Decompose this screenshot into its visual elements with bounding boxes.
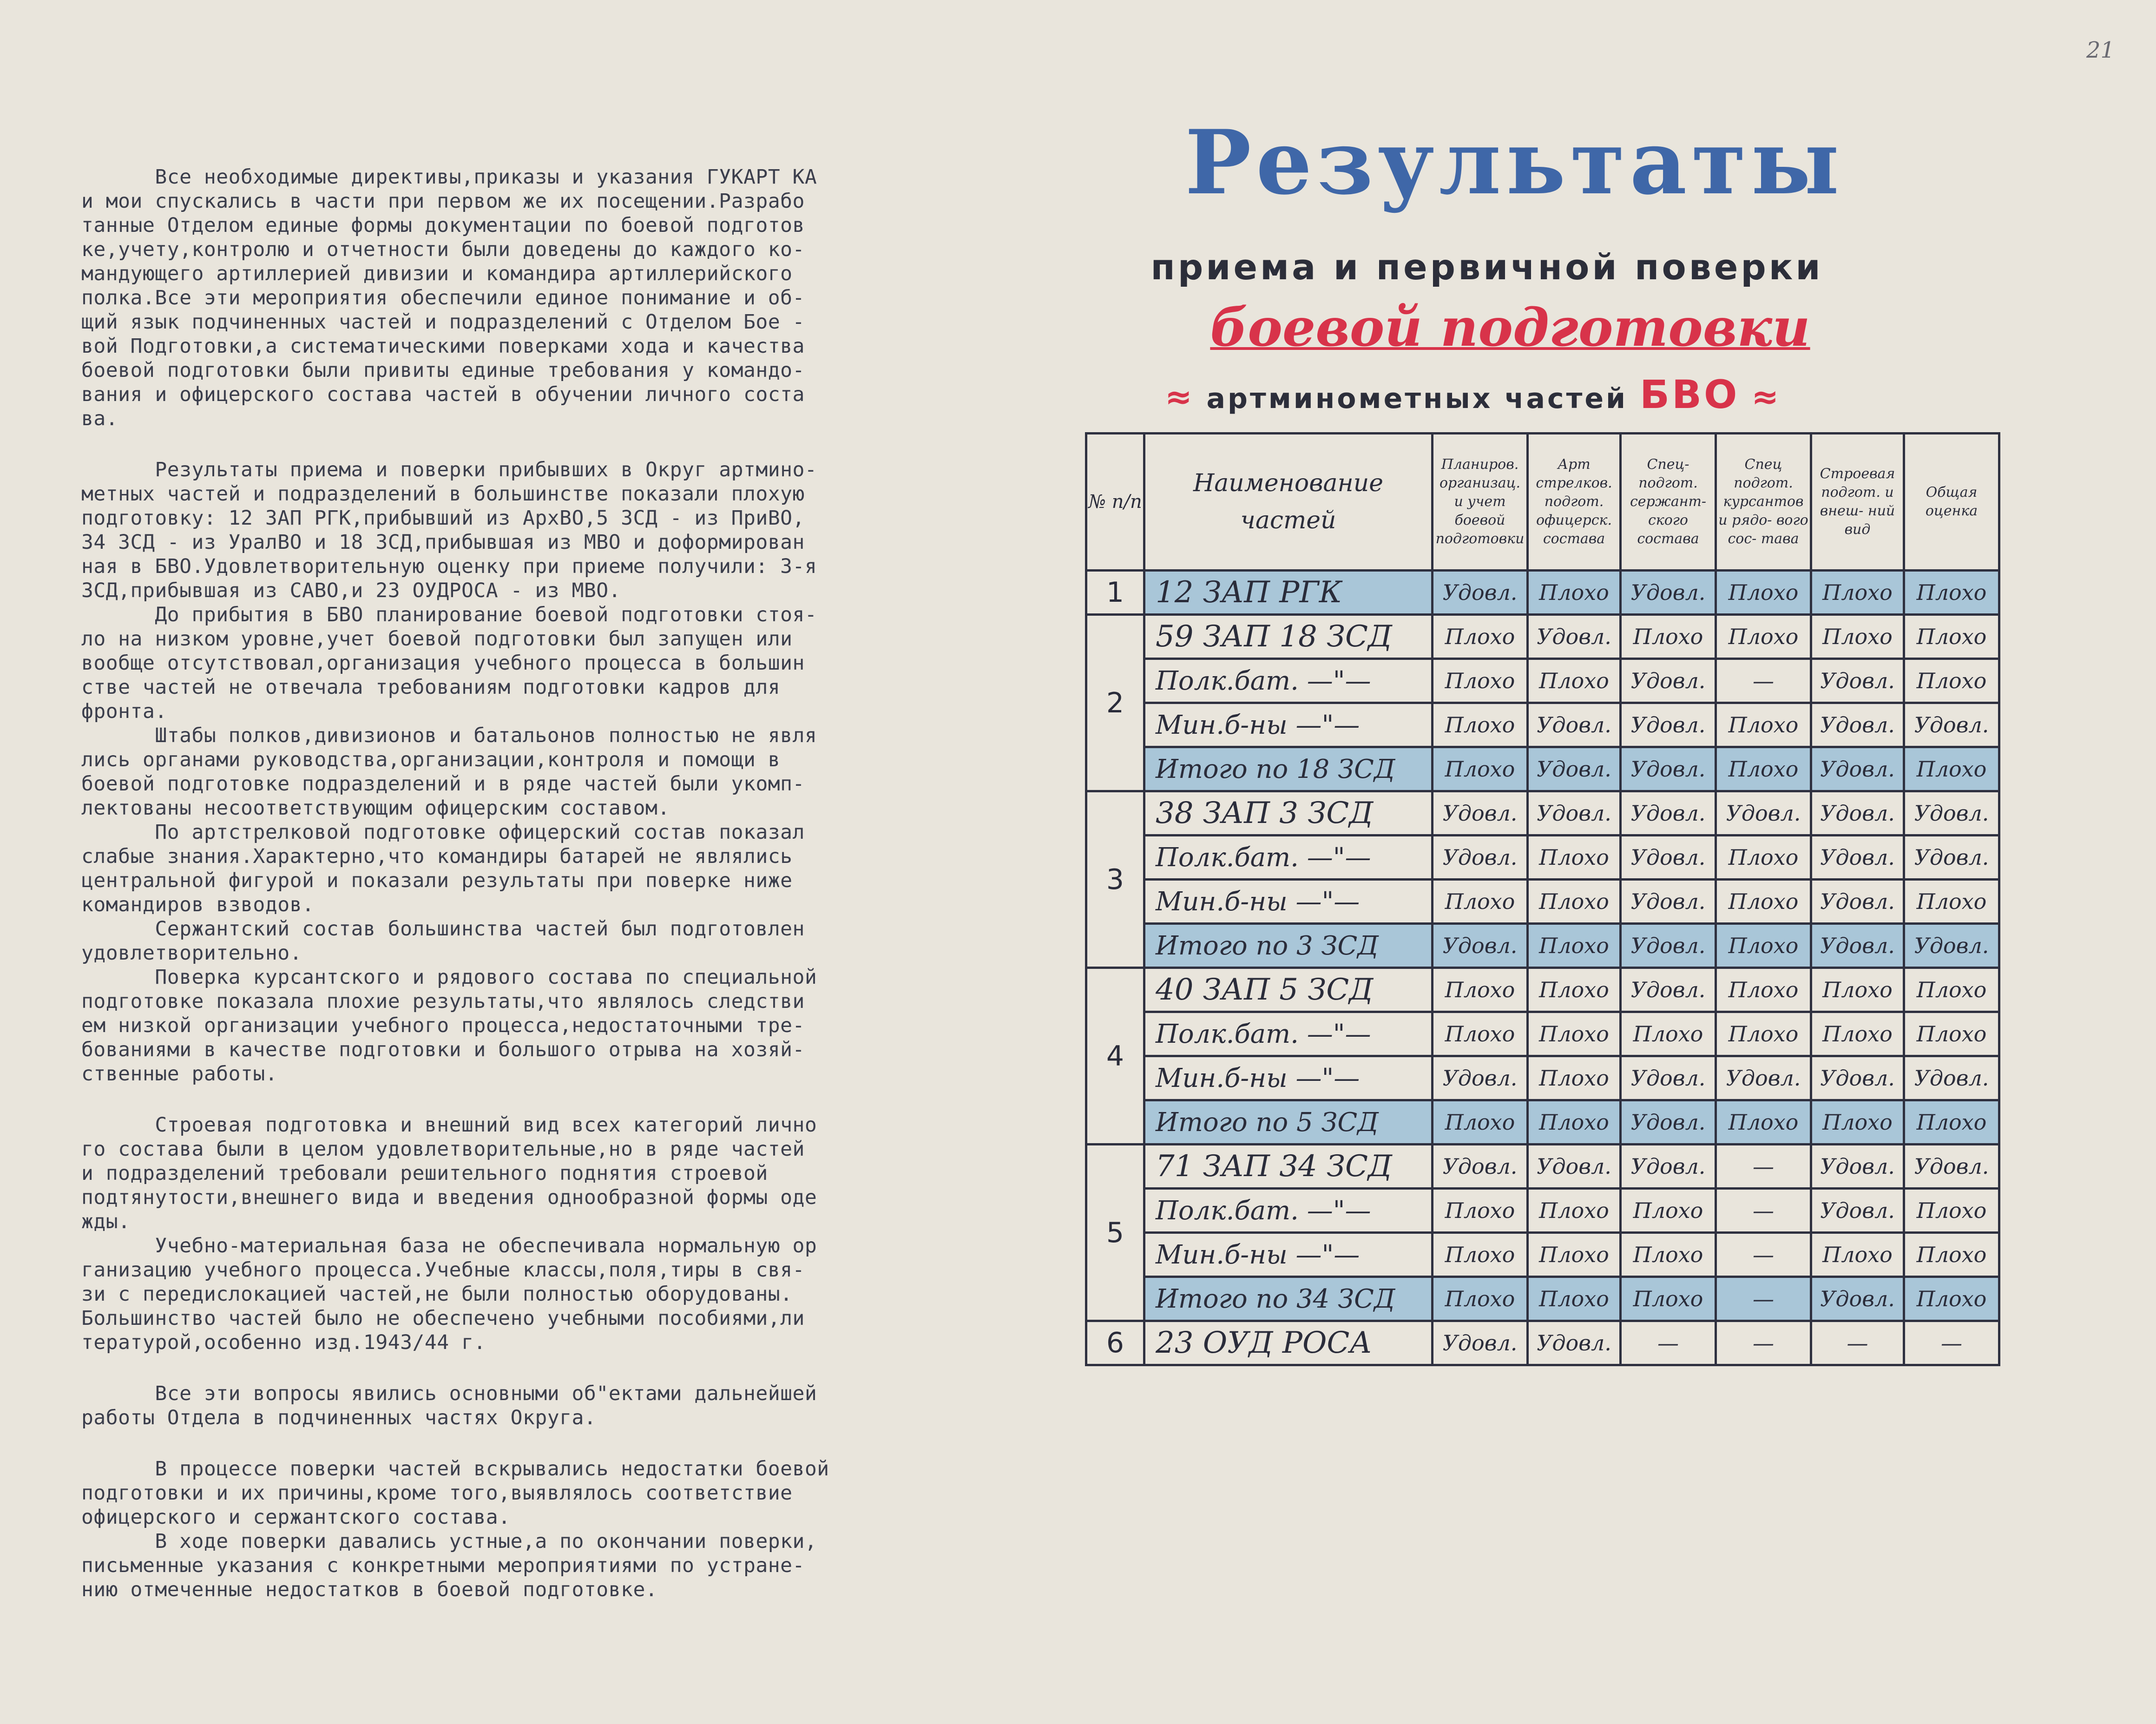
row-number: 2 <box>1086 615 1144 791</box>
unit-name: 71 ЗАП 34 ЗСД <box>1144 1145 1433 1189</box>
grade-cell: Плохо <box>1716 615 1811 659</box>
grade-cell: Плохо <box>1716 836 1811 880</box>
grade-cell: Плохо <box>1433 1277 1528 1321</box>
grade-cell: Плохо <box>1528 659 1621 703</box>
header-name: Наименование частей <box>1144 434 1433 571</box>
paragraph: В процессе поверки частей вскрывались недостатки боевой подготовки и их причины,кроме того,выявлялось соответствие офицерского и сержантского состава. В ходе поверки давались устные,а по окончании поверки, письменные указания с конкретными мероприятиями по устране- нию отмеченные недостатков в боевой подготовке. <box>81 1457 829 1601</box>
page-title: Результаты <box>1185 111 1844 214</box>
header-sergeants: Спец- подгот. сержант- ского состава <box>1621 434 1716 571</box>
units-text: артминометных частей <box>1206 382 1628 415</box>
unit-name: 23 ОУД РОСА <box>1144 1321 1433 1365</box>
paragraph: Результаты приема и поверки прибывших в Округ артмино- метных частей и подразделений в большинстве показали плохую подготовку: 12 ЗАП РГК,прибывший из АрхВО,5 ЗСД - из ПриВО, 34 ЗСД - из УралВО и 18 ЗСД,прибывшая из МВО и доформирован ная в БВО.Удовлетворительную оценку при приеме получили: 3-я ЗСД,прибывшая из САВО,и 23 ОУДРОСА - из МВО. До прибытия в БВО планирование боевой подготовки стоя- ло на низком уровне,учет боевой подготовки был запущен или вообще отсутствовал,организация учебного процесса в большин стве частей не отвечала требованиям подготовки кадров для фронта. Штабы полков,дивизионов и батальонов полностью не явля лись органами руководства,организации,контроля и помощи в боевой подготовке подразделений и в ряде частей были укомп- лектованы несоответствующим офицерским составом. По артстрелковой подготовке офицерский состав показал слабые знания.Характерно,что командиры батарей не являлись центральной фигурой и показали результаты при поверке ниже командиров взводов. Сержантский состав большинства частей был подготовлен удовлетворительно. Поверка курсантского и рядового состава по специальной подготовке показала плохие результаты,что являлось следстви ем низкой организации учебного процесса,недостаточными тре- бованиями в качестве подготовки и большого отрыва на хозяй- ственные работы. <box>81 458 817 1086</box>
header-officers: Арт стрелков. подгот. офицерск. состава <box>1528 434 1621 571</box>
grade-cell: Удовл. <box>1433 1056 1528 1100</box>
table-row <box>1086 836 1999 880</box>
unit-name: 59 ЗАП 18 ЗСД <box>1144 615 1433 659</box>
grade-cell: Плохо <box>1904 880 1999 924</box>
grade-cell: Плохо <box>1621 1189 1716 1233</box>
table-row <box>1086 1145 1999 1189</box>
grade-cell: — <box>1621 1321 1716 1365</box>
grade-cell: Плохо <box>1716 924 1811 968</box>
grade-cell: Плохо <box>1716 571 1811 615</box>
grade-cell: Удовл. <box>1621 747 1716 791</box>
unit-name: Мин.б-ны —"— <box>1144 1056 1433 1100</box>
grade-cell: Удовл. <box>1621 1100 1716 1145</box>
unit-name: Полк.бат. —"— <box>1144 1189 1433 1233</box>
grade-cell: Плохо <box>1528 1233 1621 1277</box>
grade-cell: Плохо <box>1811 1233 1904 1277</box>
grade-cell: Удовл. <box>1904 924 1999 968</box>
grade-cell: Плохо <box>1904 747 1999 791</box>
table-row <box>1086 924 1999 968</box>
grade-cell: Плохо <box>1433 659 1528 703</box>
grade-cell: Удовл. <box>1811 836 1904 880</box>
unit-name: 12 ЗАП РГК <box>1144 571 1433 615</box>
grade-cell: Удовл. <box>1811 924 1904 968</box>
table-row <box>1086 615 1999 659</box>
grade-cell: Плохо <box>1904 1189 1999 1233</box>
grade-cell: Плохо <box>1904 1100 1999 1145</box>
grade-cell: Плохо <box>1528 924 1621 968</box>
header-num: № п/п <box>1086 434 1144 571</box>
paragraph: Все эти вопросы явились основными об"ектами дальнейшей работы Отдела в подчиненных частях Округа. <box>81 1382 817 1429</box>
grade-cell: Плохо <box>1904 1233 1999 1277</box>
grade-cell: Плохо <box>1528 1277 1621 1321</box>
grade-cell: Плохо <box>1433 1189 1528 1233</box>
grade-cell: Удовл. <box>1811 659 1904 703</box>
grade-cell: Плохо <box>1528 1056 1621 1100</box>
table-row <box>1086 747 1999 791</box>
table-row <box>1086 703 1999 747</box>
grade-cell: Удовл. <box>1904 836 1999 880</box>
grade-cell: Удовл. <box>1621 703 1716 747</box>
table-row <box>1086 571 1999 615</box>
grade-cell: Плохо <box>1433 1012 1528 1056</box>
grade-cell: Удовл. <box>1811 1056 1904 1100</box>
row-number: 5 <box>1086 1145 1144 1321</box>
unit-name: Мин.б-ны —"— <box>1144 703 1433 747</box>
page-number: 21 <box>2086 37 2115 63</box>
header-overall: Общая оценка <box>1904 434 1999 571</box>
grade-cell: Плохо <box>1621 1277 1716 1321</box>
header-planning: Планиров. организац. и учет боевой подготовки <box>1433 434 1528 571</box>
grade-cell: Плохо <box>1621 1233 1716 1277</box>
unit-name: Мин.б-ны —"— <box>1144 1233 1433 1277</box>
grade-cell: Удовл. <box>1621 968 1716 1012</box>
grade-cell: Плохо <box>1433 880 1528 924</box>
unit-name: 38 ЗАП 3 ЗСД <box>1144 791 1433 836</box>
grade-cell: Удовл. <box>1904 791 1999 836</box>
grade-cell: — <box>1716 659 1811 703</box>
grade-cell: Плохо <box>1811 571 1904 615</box>
grade-cell: Плохо <box>1433 968 1528 1012</box>
unit-name: Полк.бат. —"— <box>1144 1012 1433 1056</box>
unit-name: Итого по 18 ЗСД <box>1144 747 1433 791</box>
wave-right: ≈ <box>1751 378 1781 416</box>
grade-cell: Удовл. <box>1433 791 1528 836</box>
unit-name: Мин.б-ны —"— <box>1144 880 1433 924</box>
grade-cell: Удовл. <box>1528 615 1621 659</box>
grade-cell: Плохо <box>1716 1100 1811 1145</box>
row-number: 3 <box>1086 791 1144 968</box>
grade-cell: Удовл. <box>1811 791 1904 836</box>
grade-cell: Плохо <box>1528 968 1621 1012</box>
grade-cell: Плохо <box>1433 1100 1528 1145</box>
grade-cell: Плохо <box>1528 836 1621 880</box>
grade-cell: — <box>1716 1321 1811 1365</box>
header-cadets: Спец подгот. курсантов и рядо- вого сос- тава <box>1716 434 1811 571</box>
grade-cell: Плохо <box>1811 1012 1904 1056</box>
grade-cell: — <box>1811 1321 1904 1365</box>
grade-cell: Удовл. <box>1621 571 1716 615</box>
grade-cell: Удовл. <box>1811 747 1904 791</box>
grade-cell: Удовл. <box>1811 1189 1904 1233</box>
row-number: 6 <box>1086 1321 1144 1365</box>
grade-cell: Плохо <box>1716 747 1811 791</box>
header-drill: Строевая подгот. и внеш- ний вид <box>1811 434 1904 571</box>
grade-cell: Плохо <box>1904 968 1999 1012</box>
grade-cell: Плохо <box>1716 1012 1811 1056</box>
page-subtitle: приема и первичной поверки <box>1150 246 1823 288</box>
unit-name: Итого по 34 ЗСД <box>1144 1277 1433 1321</box>
grade-cell: Удовл. <box>1904 1056 1999 1100</box>
grade-cell: Плохо <box>1904 1277 1999 1321</box>
grade-cell: Плохо <box>1621 615 1716 659</box>
unit-name: Полк.бат. —"— <box>1144 836 1433 880</box>
table-row <box>1086 880 1999 924</box>
table-row <box>1086 1233 1999 1277</box>
grade-cell: Плохо <box>1621 1012 1716 1056</box>
unit-name: Итого по 5 ЗСД <box>1144 1100 1433 1145</box>
grade-cell: Удовл. <box>1621 1056 1716 1100</box>
grade-cell: Удовл. <box>1528 1321 1621 1365</box>
table-row <box>1086 1012 1999 1056</box>
grade-cell: Удовл. <box>1621 880 1716 924</box>
unit-name: Полк.бат. —"— <box>1144 659 1433 703</box>
unit-name: Итого по 3 ЗСД <box>1144 924 1433 968</box>
row-number: 4 <box>1086 968 1144 1145</box>
grade-cell: Плохо <box>1904 1012 1999 1056</box>
grade-cell: Плохо <box>1433 1233 1528 1277</box>
grade-cell: Плохо <box>1716 703 1811 747</box>
grade-cell: Удовл. <box>1621 1145 1716 1189</box>
grade-cell: Удовл. <box>1811 880 1904 924</box>
grade-cell: Плохо <box>1528 1189 1621 1233</box>
page-subtitle-red: боевой подготовки <box>1210 297 1810 358</box>
grade-cell: Плохо <box>1528 1012 1621 1056</box>
grade-cell: Плохо <box>1904 659 1999 703</box>
table-row <box>1086 1100 1999 1145</box>
grade-cell: — <box>1716 1145 1811 1189</box>
table-row <box>1086 1277 1999 1321</box>
body-text <box>81 165 1052 1602</box>
grade-cell: Удовл. <box>1433 836 1528 880</box>
grade-cell: Плохо <box>1433 747 1528 791</box>
grade-cell: Плохо <box>1433 615 1528 659</box>
grade-cell: Плохо <box>1528 571 1621 615</box>
grade-cell: — <box>1716 1189 1811 1233</box>
grade-cell: Плохо <box>1904 615 1999 659</box>
grade-cell: Удовл. <box>1433 571 1528 615</box>
grade-cell: Удовл. <box>1811 1145 1904 1189</box>
grade-cell: Плохо <box>1716 968 1811 1012</box>
grade-cell: Удовл. <box>1433 1145 1528 1189</box>
grade-cell: — <box>1904 1321 1999 1365</box>
wave-left: ≈ <box>1165 378 1195 416</box>
grade-cell: Удовл. <box>1904 703 1999 747</box>
table-row <box>1086 791 1999 836</box>
table-row <box>1086 968 1999 1012</box>
grade-cell: Плохо <box>1811 968 1904 1012</box>
unit-name: 40 ЗАП 5 ЗСД <box>1144 968 1433 1012</box>
units-line <box>1073 372 1873 417</box>
table-row <box>1086 659 1999 703</box>
grade-cell: Удовл. <box>1528 747 1621 791</box>
table-row <box>1086 1189 1999 1233</box>
table-body <box>1086 571 1999 1365</box>
grade-cell: Удовл. <box>1621 836 1716 880</box>
grade-cell: Плохо <box>1433 703 1528 747</box>
table-row <box>1086 1056 1999 1100</box>
table-header-row <box>1086 434 1999 571</box>
row-number: 1 <box>1086 571 1144 615</box>
grade-cell: — <box>1716 1233 1811 1277</box>
grade-cell: — <box>1716 1277 1811 1321</box>
grade-cell: Плохо <box>1904 571 1999 615</box>
grade-cell: Плохо <box>1716 880 1811 924</box>
grade-cell: Удовл. <box>1621 924 1716 968</box>
grade-cell: Плохо <box>1528 1100 1621 1145</box>
grade-cell: Удовл. <box>1433 924 1528 968</box>
grade-cell: Удовл. <box>1716 791 1811 836</box>
grade-cell: Удовл. <box>1528 791 1621 836</box>
table-row <box>1086 1321 1999 1365</box>
results-table <box>1085 432 2000 1366</box>
paragraph: Все необходимые директивы,приказы и указания ГУКАРТ КА и мои спускались в части при первом же их посещении.Разрабо танные Отделом единые формы документации по боевой подготов ке,учету,контролю и отчетности были доведены до каждого ко- мандующего артиллерией дивизии и командира артиллерийского полка.Все эти мероприятия обеспечили единое понимание и об- щий язык подчиненных частей и подразделений с Отделом Бое - вой Подготовки,а систематическими поверками хода и качества боевой подготовки были привиты единые требования у командо- вания и офицерского состава частей в обучении личного соста ва. <box>81 165 817 430</box>
grade-cell: Удовл. <box>1904 1145 1999 1189</box>
grade-cell: Удовл. <box>1811 1277 1904 1321</box>
grade-cell: Удовл. <box>1811 703 1904 747</box>
grade-cell: Удовл. <box>1716 1056 1811 1100</box>
grade-cell: Плохо <box>1528 880 1621 924</box>
grade-cell: Плохо <box>1811 1100 1904 1145</box>
grade-cell: Удовл. <box>1621 791 1716 836</box>
grade-cell: Плохо <box>1811 615 1904 659</box>
grade-cell: Удовл. <box>1528 1145 1621 1189</box>
grade-cell: Удовл. <box>1433 1321 1528 1365</box>
units-bvo: БВО <box>1639 372 1740 417</box>
grade-cell: Удовл. <box>1528 703 1621 747</box>
grade-cell: Удовл. <box>1621 659 1716 703</box>
paragraph: Строевая подготовка и внешний вид всех категорий лично го состава были в целом удовлетворительные,но в ряде частей и подразделений требовали решительного поднятия строевой подтянутости,внешнего вида и введения однообразной формы оде жды. Учебно-материальная база не обеспечивала нормальную ор ганизацию учебного процесса.Учебные классы,поля,тиры в свя- зи с передислокацией частей,не были полностью оборудованы. Большинство частей было не обеспечено учебными пособиями,ли тературой,особенно изд.1943/44 г. <box>81 1113 817 1354</box>
